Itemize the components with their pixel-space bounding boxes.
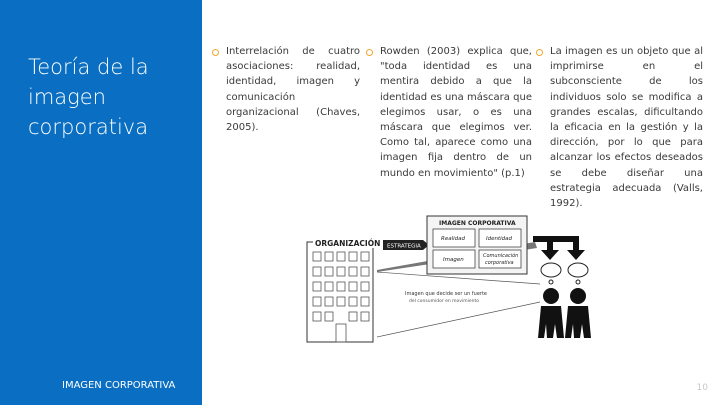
organizacion-label: ORGANIZACIÓN: [315, 239, 381, 248]
slide-title: Teoría de la imagen corporativa: [28, 55, 149, 139]
realidad-label: Realidad: [441, 236, 465, 242]
imagen-label: Imagen: [443, 257, 464, 263]
building-icon: [307, 242, 373, 342]
bullet-column-3: [550, 44, 703, 211]
bullet-column-1: [226, 44, 360, 135]
comunicacion-label-2: corporativa: [485, 260, 514, 266]
bullet-circle-icon: [366, 49, 373, 56]
bullet-column-2: [380, 44, 532, 181]
title-panel: [0, 0, 202, 405]
diagram-caption-2: del consumidor en movimiento: [409, 299, 479, 304]
people-icon: [538, 288, 591, 338]
page-number: 10: [696, 383, 708, 393]
estrategia-label: ESTRATEGIA: [387, 243, 421, 250]
identidad-label: Identidad: [486, 236, 513, 242]
corporate-image-diagram: [305, 212, 610, 347]
bullet-text: Interrelación de cuatro asociaciones: realidad, identidad, imagen y comunicación organizacional (Chaves, 2005).: [226, 46, 360, 134]
diagram-caption: Imagen que decide ser un fuerte: [405, 291, 488, 297]
bullet-circle-icon: [212, 49, 219, 56]
bullet-text: Rowden (2003) explica que, "toda identidad es una mentira debido a que la identidad es una máscara que elegimos usar, o es una máscara que elegimos ver. Como tal, aparece como una imagen fija dentro de un mundo en movimiento" (p.1): [380, 46, 532, 179]
bullet-text: La imagen es un objeto que al imprimirse en el subconsciente de los individuos solo se modifica a grandes escalas, dificultando la eficacia en la gestión y la dirección, por lo que para alcanzar los efectos deseados se debe diseñar una estrategia adecuada (Valls, 1992).: [550, 46, 703, 210]
double-arrow-icon: [533, 236, 585, 260]
comunicacion-label: Comunicación: [483, 253, 519, 259]
perception-lines: [377, 272, 540, 337]
imagen-corporativa-label: IMAGEN CORPORATIVA: [439, 220, 516, 227]
footer-label: IMAGEN CORPORATIVA: [62, 380, 176, 391]
imagen-corporativa-box: [427, 216, 527, 274]
thought-bubbles: [541, 263, 588, 284]
bullet-circle-icon: [536, 49, 543, 56]
